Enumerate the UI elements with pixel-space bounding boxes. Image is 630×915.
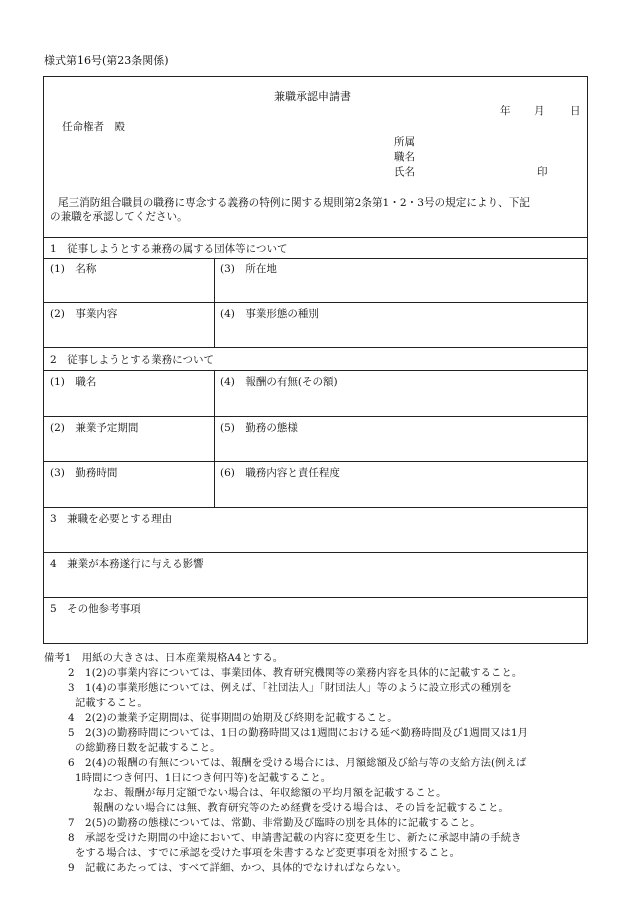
intro-line-1: 尾三消防組合職員の職務に専念する義務の特例に関する規則第2条第1・2・3号の規定により、下記 <box>58 197 530 209</box>
name-label: 氏名 <box>394 166 415 178</box>
note-line: なお、報酬が毎月定額でない場合は、年収総額の平均月額を記載すること。 <box>93 787 447 799</box>
divider <box>44 370 587 371</box>
divider <box>44 507 587 508</box>
note-line: 記載すること。 <box>75 697 148 709</box>
section3-heading: 3 兼職を必要とする理由 <box>50 513 173 525</box>
date-year-label: 年 <box>500 105 511 117</box>
note-line: 1時間につき何円、1日につき何円等)を記載すること。 <box>75 772 332 784</box>
divider <box>44 302 587 303</box>
note-line: をする場合は、すでに承認を受けた事項を朱書するなど変更事項を対照すること。 <box>75 847 460 859</box>
application-form <box>43 76 588 644</box>
note-line: 3 1(4)の事業形態については、例えば、「社団法人」「財団法人」等のように設立形式の種別を <box>68 682 512 694</box>
section5-heading: 5 その他参考事項 <box>50 603 141 615</box>
note-line: 備考1 用紙の大きさは、日本産業規格A4とする。 <box>44 652 284 664</box>
column-divider <box>214 258 215 347</box>
divider <box>44 258 587 259</box>
note-line: 報酬のない場合には無、教育研究等のため経費を受ける場合は、その旨を記載すること。 <box>93 802 509 814</box>
column-divider <box>214 370 215 507</box>
form-number: 様式第16号(第23条関係) <box>44 54 169 67</box>
divider <box>44 347 587 348</box>
business-form-label: (4) 事業形態の種別 <box>220 308 319 320</box>
note-line: 8 承認を受けた期間の中途において、申請書記載の内容に変更を生じ、新たに承認申請の手続き <box>68 832 522 844</box>
section4-heading: 4 兼業が本務遂行に与える影響 <box>50 558 204 570</box>
form-title: 兼職承認申請書 <box>274 90 351 103</box>
note-line: 5 2(3)の勤務時間については、1日の勤務時間又は1週間における延べ勤務時間及び1週間又は1月 <box>68 727 529 739</box>
duties-label: (6) 職務内容と責任程度 <box>220 467 340 479</box>
section2-heading: 2 従事しようとする業務について <box>50 354 214 366</box>
date-month-label: 月 <box>534 105 545 117</box>
note-line: 9 記載にあたっては、すべて詳細、かつ、具体的でなければならない。 <box>68 862 407 874</box>
note-line: の総勤務日数を記載すること。 <box>75 742 221 754</box>
org-name-label: (1) 名称 <box>50 263 97 275</box>
divider <box>44 597 587 598</box>
divider <box>44 552 587 553</box>
job-title-label: (1) 職名 <box>50 376 97 388</box>
divider <box>44 461 587 462</box>
divider <box>44 237 587 238</box>
org-location-label: (3) 所在地 <box>220 263 277 275</box>
intro-line-2: の兼職を承認してください。 <box>50 211 188 223</box>
position-label: 職名 <box>394 151 415 163</box>
note-line: 2 1(2)の事業内容については、事業団体、教育研究機関等の業務内容を具体的に記載すること。 <box>68 667 523 679</box>
note-line: 7 2(5)の勤務の態様については、常勤、非常勤及び臨時の別を具体的に記載すること。 <box>68 817 481 829</box>
work-status-label: (5) 勤務の態様 <box>220 422 298 434</box>
addressee: 任命権者 殿 <box>62 121 125 133</box>
divider <box>44 416 587 417</box>
remuneration-label: (4) 報酬の有無(その額) <box>220 376 338 388</box>
note-line: 4 2(2)の兼業予定期間は、従事期間の始期及び終期を記載すること。 <box>68 712 398 724</box>
note-line: 6 2(4)の報酬の有無については、報酬を受ける場合には、月額総額及び給与等の支給方法(例えば <box>68 757 527 769</box>
section1-heading: 1 従事しようとする兼務の属する団体等について <box>50 243 288 255</box>
business-content-label: (2) 事業内容 <box>50 308 118 320</box>
date-day-label: 日 <box>570 105 581 117</box>
affiliation-label: 所属 <box>394 136 415 148</box>
seal-mark: 印 <box>537 166 548 178</box>
period-label: (2) 兼業予定期間 <box>50 422 139 434</box>
work-hours-label: (3) 勤務時間 <box>50 467 118 479</box>
